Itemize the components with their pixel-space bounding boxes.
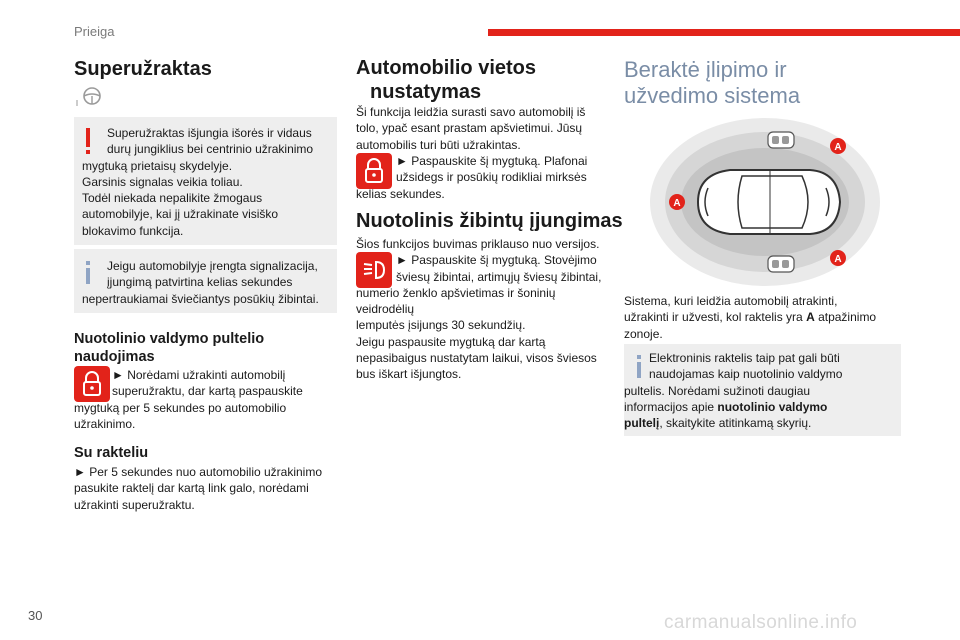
lighting-text: Šios funkcijos buvimas priklauso nuo versijos. ► Paspauskite šį mygtuką. Stovėjimo šviesų žibintai, artimųjų šviesų žibintai, numerio ženklo apšvietimas ir šoninių veidrodėlių lemputės įsijungs 30 sekundžių. Jeigu paspausite mygtuką dar kartą nepasibaigus nustatytam laikui, visos šviesos bus iškart išjungtos. (356, 237, 602, 382)
section-color-bar (488, 29, 960, 36)
locating-text: ► Paspauskite šį mygtuką. Plafonai užsidegs ir posūkių rodikliai mirksės kelias sekundes. (356, 154, 588, 201)
key-fob-icon (768, 132, 794, 148)
warning-text: Superužraktas išjungia išorės ir vidaus durų jungiklius bei centrinio užrakinimo mygtuką prietaisų skydelyje. Garsinis signalas veikia toliau. Todėl niekada nepalikite žmogaus automobilyje, kai jį užrakinate visiško blokavimo funkcija. (82, 126, 314, 238)
with-key-text: ► Per 5 sekundes nuo automobilio užrakinimo pasukite raktelį dar kartą link galo, norėdami užrakinti superužraktu. (74, 465, 323, 512)
info-note-alarm (74, 249, 337, 313)
svg-text:A: A (673, 198, 681, 209)
page-number: 30 (28, 608, 43, 623)
key-fob-icon (768, 256, 794, 272)
zone-marker-a (669, 194, 685, 210)
svg-text:A: A (834, 254, 842, 265)
locating-intro: Ši funkcija leidžia surasti savo automobilį iš tolo, ypač esant prastam apšvietimui. Jūsų automobilis turi būti užrakintas. (356, 105, 586, 152)
title-superuzraktas: Superužraktas (74, 58, 212, 80)
watermark: carmanualsonline.info (664, 612, 858, 633)
svg-text:A: A (834, 142, 842, 153)
info-icon (637, 355, 641, 359)
title-remote-lighting: Nuotolinis žibintų įjungimas (356, 210, 623, 232)
keyless-zone-diagram (650, 118, 880, 288)
zone-marker-a (830, 250, 846, 266)
steering-wheel-icon (74, 86, 106, 108)
zone-marker-a (830, 138, 846, 154)
section-label: Prieiga (74, 24, 115, 39)
warning-note (74, 117, 337, 245)
title-keyless-system: Beraktė įlipimo ir užvedimo sistema (624, 57, 801, 108)
keyless-text: Sistema, kuri leidžia automobilį atrakinti, užrakinti ir užvesti, kol raktelis yra A atpažinimo zonoje. (624, 294, 877, 341)
info-text-alarm: Jeigu automobilyje įrengta signalizacija, įjungimą patvirtina kelias sekundes nepertraukiamai šviečiantys posūkių žibintai. (82, 259, 319, 306)
subtitle-remote-use: Nuotolinio valdymo pultelio naudojimas (74, 331, 265, 365)
info-note-keyless (624, 344, 901, 436)
title-vehicle-locating: Automobilio vietos nustatymas (356, 57, 536, 103)
subtitle-with-key: Su rakteliu (74, 445, 149, 461)
remote-use-text: ► Norėdami užrakinti automobilį superužraktu, dar kartą paspauskite mygtuką per 5 sekundes po automobilio užrakinimo. (74, 368, 303, 431)
info-text-keyless: Elektroninis raktelis taip pat gali būti naudojamas kaip nuotolinio valdymo pultelis. Norėdami sužinoti daugiau informacijos apie nuotolinio valdymo pultelį, skaitykite atitinkamą skyrių. (624, 351, 843, 431)
